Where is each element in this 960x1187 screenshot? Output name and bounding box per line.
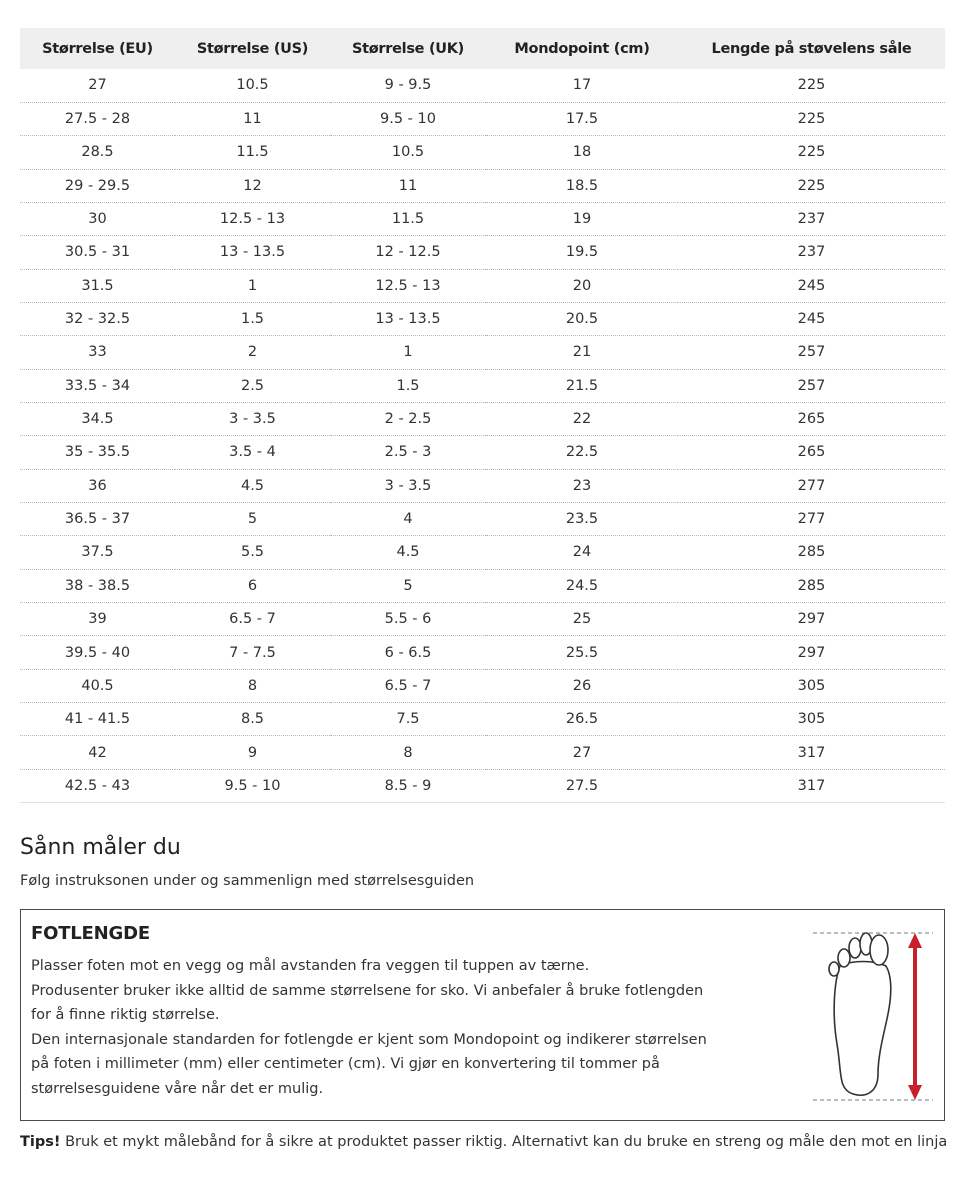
table-row <box>20 336 945 369</box>
table-cell: 245 <box>678 269 945 302</box>
table-cell: 2 - 2.5 <box>330 402 486 435</box>
column-header: Størrelse (UK) <box>351 40 465 57</box>
table-cell: 3.5 - 4 <box>175 436 330 469</box>
table-cell: 12.5 - 13 <box>175 202 330 235</box>
table-cell: 13 - 13.5 <box>330 302 486 335</box>
table-row <box>20 736 945 769</box>
table-cell: 4 <box>330 502 486 535</box>
table-cell: 28.5 <box>20 136 175 169</box>
table-row <box>20 369 945 402</box>
table-cell: 8.5 <box>175 703 330 736</box>
table-row <box>20 236 945 269</box>
table-cell: 40.5 <box>20 669 175 702</box>
size-chart-header <box>20 28 945 69</box>
table-cell: 19.5 <box>486 236 678 269</box>
table-cell: 4.5 <box>330 536 486 569</box>
table-cell: 2.5 - 3 <box>330 436 486 469</box>
table-cell: 265 <box>678 402 945 435</box>
foot-length-title: FOTLENGDE <box>31 923 150 944</box>
table-cell: 317 <box>678 736 945 769</box>
table-cell: 6 <box>175 569 330 602</box>
table-cell: 18 <box>486 136 678 169</box>
table-cell: 6.5 - 7 <box>175 603 330 636</box>
table-cell: 2.5 <box>175 369 330 402</box>
header-row <box>20 28 945 69</box>
table-cell: 36 <box>20 469 175 502</box>
table-row <box>20 636 945 669</box>
table-cell: 27 <box>486 736 678 769</box>
table-cell: 5 <box>330 569 486 602</box>
table-row <box>20 269 945 302</box>
table-cell: 27 <box>20 69 175 102</box>
table-cell: 265 <box>678 436 945 469</box>
table-cell: 5.5 - 6 <box>330 603 486 636</box>
table-cell: 19 <box>486 202 678 235</box>
table-cell: 39 <box>20 603 175 636</box>
table-cell: 32 - 32.5 <box>20 302 175 335</box>
table-cell: 225 <box>678 102 945 135</box>
table-row <box>20 302 945 335</box>
table-row <box>20 502 945 535</box>
table-cell: 41 - 41.5 <box>20 703 175 736</box>
table-cell: 9 - 9.5 <box>330 69 486 102</box>
foot-length-text <box>31 954 711 1101</box>
table-cell: 37.5 <box>20 536 175 569</box>
table-cell: 42.5 - 43 <box>20 769 175 802</box>
table-cell: 10.5 <box>175 69 330 102</box>
table-cell: 7.5 <box>330 703 486 736</box>
table-cell: 6 - 6.5 <box>330 636 486 669</box>
table-cell: 277 <box>678 469 945 502</box>
table-cell: 8 <box>175 669 330 702</box>
table-cell: 1.5 <box>175 302 330 335</box>
table-cell: 42 <box>20 736 175 769</box>
table-cell: 36.5 - 37 <box>20 502 175 535</box>
table-cell: 11.5 <box>175 136 330 169</box>
table-cell: 9.5 - 10 <box>175 769 330 802</box>
foot-length-line: Den internasjonale standarden for fotlengde er kjent som Mondopoint og indikerer størrelsen på foten i millimeter (mm) eller centimeter (cm). Vi gjør en konvertering til tommer på størrelsesguidene våre når det er mulig. <box>31 1031 707 1097</box>
table-row <box>20 69 945 102</box>
table-cell: 277 <box>678 502 945 535</box>
table-cell: 1 <box>330 336 486 369</box>
table-cell: 25.5 <box>486 636 678 669</box>
table-cell: 39.5 - 40 <box>20 636 175 669</box>
table-cell: 257 <box>678 336 945 369</box>
measure-arrow <box>908 933 922 1100</box>
table-row <box>20 769 945 802</box>
column-header: Lengde på støvelens såle <box>711 40 912 57</box>
table-cell: 26 <box>486 669 678 702</box>
table-cell: 21 <box>486 336 678 369</box>
table-cell: 17.5 <box>486 102 678 135</box>
table-cell: 23.5 <box>486 502 678 535</box>
table-cell: 9.5 - 10 <box>330 102 486 135</box>
foot-length-line: Plasser foten mot en vegg og mål avstanden fra veggen til tuppen av tærne. <box>31 958 590 974</box>
table-cell: 24.5 <box>486 569 678 602</box>
table-cell: 27.5 - 28 <box>20 102 175 135</box>
table-cell: 1.5 <box>330 369 486 402</box>
table-cell: 25 <box>486 603 678 636</box>
table-cell: 30 <box>20 202 175 235</box>
table-cell: 5.5 <box>175 536 330 569</box>
table-row <box>20 169 945 202</box>
table-cell: 38 - 38.5 <box>20 569 175 602</box>
table-row <box>20 136 945 169</box>
foot-length-line: Produsenter bruker ikke alltid de samme størrelsene for sko. Vi anbefaler å bruke fotlengden for å finne riktig størrelse. <box>31 982 704 1023</box>
size-chart-table <box>20 28 945 803</box>
table-cell: 285 <box>678 536 945 569</box>
table-cell: 11 <box>330 169 486 202</box>
column-header: Størrelse (US) <box>196 40 309 57</box>
table-row <box>20 603 945 636</box>
measure-title: Sånn måler du <box>20 835 181 860</box>
table-cell: 317 <box>678 769 945 802</box>
table-cell: 11 <box>175 102 330 135</box>
table-cell: 35 - 35.5 <box>20 436 175 469</box>
table-cell: 237 <box>678 202 945 235</box>
table-cell: 33 <box>20 336 175 369</box>
table-cell: 225 <box>678 136 945 169</box>
table-cell: 31.5 <box>20 269 175 302</box>
table-cell: 297 <box>678 603 945 636</box>
table-cell: 305 <box>678 703 945 736</box>
table-row <box>20 436 945 469</box>
table-cell: 22.5 <box>486 436 678 469</box>
table-cell: 11.5 <box>330 202 486 235</box>
table-row <box>20 669 945 702</box>
table-cell: 12 <box>175 169 330 202</box>
table-cell: 12 - 12.5 <box>330 236 486 269</box>
table-cell: 6.5 - 7 <box>330 669 486 702</box>
table-cell: 22 <box>486 402 678 435</box>
table-cell: 34.5 <box>20 402 175 435</box>
table-cell: 24 <box>486 536 678 569</box>
tips-body: Bruk et mykt målebånd for å sikre at produktet passer riktig. Alternativt kan du bruke en streng og måle den mot en linja <box>60 1134 948 1150</box>
table-cell: 4.5 <box>175 469 330 502</box>
table-cell: 1 <box>175 269 330 302</box>
table-cell: 29 - 29.5 <box>20 169 175 202</box>
table-cell: 8 <box>330 736 486 769</box>
table-cell: 3 - 3.5 <box>330 469 486 502</box>
table-cell: 33.5 - 34 <box>20 369 175 402</box>
table-row <box>20 569 945 602</box>
table-cell: 5 <box>175 502 330 535</box>
table-cell: 245 <box>678 302 945 335</box>
measure-subtitle: Følg instruksonen under og sammenlign med størrelsesguiden <box>20 873 475 889</box>
table-cell: 17 <box>486 69 678 102</box>
table-cell: 9 <box>175 736 330 769</box>
table-cell: 10.5 <box>330 136 486 169</box>
table-cell: 297 <box>678 636 945 669</box>
table-cell: 18.5 <box>486 169 678 202</box>
foot-measure-icon <box>808 924 938 1104</box>
table-cell: 13 - 13.5 <box>175 236 330 269</box>
table-cell: 237 <box>678 236 945 269</box>
table-cell: 8.5 - 9 <box>330 769 486 802</box>
table-cell: 27.5 <box>486 769 678 802</box>
table-row <box>20 469 945 502</box>
table-cell: 20.5 <box>486 302 678 335</box>
table-cell: 225 <box>678 169 945 202</box>
tips-text <box>20 1134 950 1150</box>
table-cell: 257 <box>678 369 945 402</box>
table-cell: 21.5 <box>486 369 678 402</box>
table-cell: 26.5 <box>486 703 678 736</box>
table-row <box>20 402 945 435</box>
table-cell: 23 <box>486 469 678 502</box>
size-chart-body <box>20 69 945 803</box>
table-cell: 12.5 - 13 <box>330 269 486 302</box>
tips-label: Tips! <box>20 1134 61 1150</box>
table-row <box>20 102 945 135</box>
column-header: Mondopoint (cm) <box>514 40 650 57</box>
table-cell: 7 - 7.5 <box>175 636 330 669</box>
table-cell: 225 <box>678 69 945 102</box>
table-cell: 20 <box>486 269 678 302</box>
table-cell: 30.5 - 31 <box>20 236 175 269</box>
table-cell: 3 - 3.5 <box>175 402 330 435</box>
table-row <box>20 536 945 569</box>
table-cell: 2 <box>175 336 330 369</box>
table-row <box>20 202 945 235</box>
table-cell: 305 <box>678 669 945 702</box>
table-cell: 285 <box>678 569 945 602</box>
table-row <box>20 703 945 736</box>
column-header: Størrelse (EU) <box>42 40 153 57</box>
foot-length-box <box>20 909 945 1121</box>
